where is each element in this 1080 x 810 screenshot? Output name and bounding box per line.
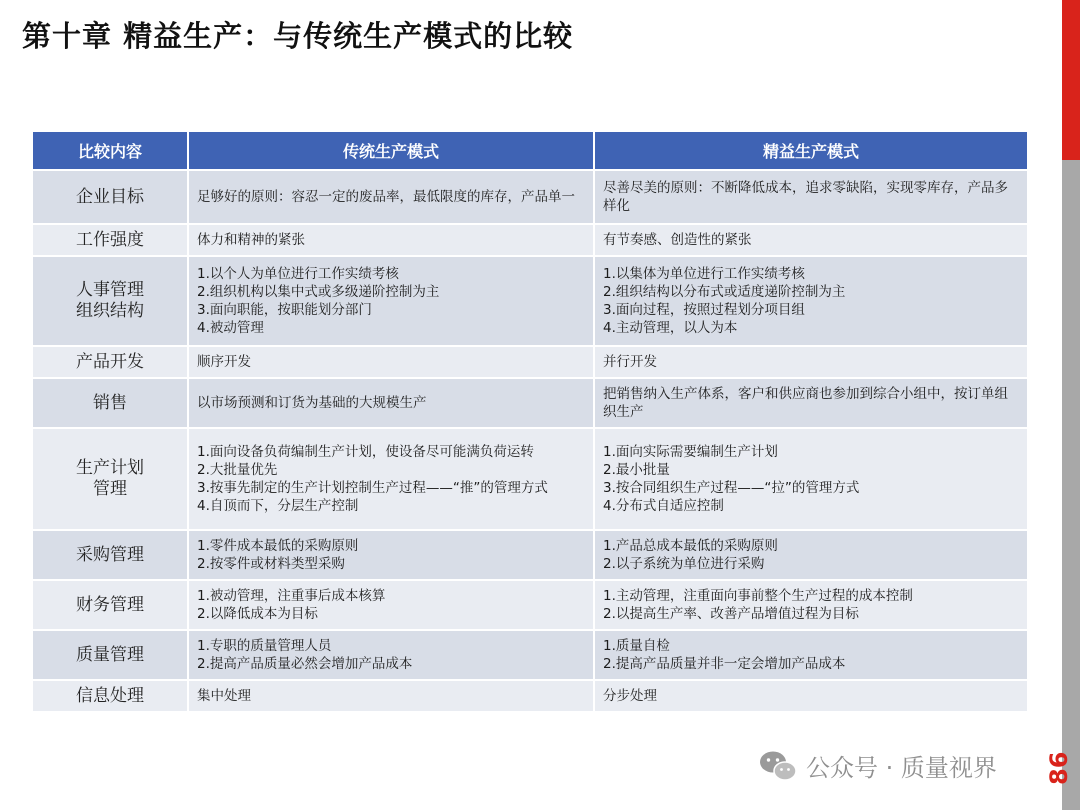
table-body xyxy=(33,171,1027,711)
row-lean-line: 并行开发 xyxy=(603,354,657,370)
row-lean-line: 2.以提高生产率、改善产品增值过程为目标 xyxy=(603,606,859,622)
row-lean-line: 1.主动管理，注重面向事前整个生产过程的成本控制 xyxy=(603,588,913,604)
row-traditional-line: 2.以降低成本为目标 xyxy=(197,606,318,622)
table-header-row xyxy=(33,132,1027,169)
row-category-line: 组织结构 xyxy=(76,301,144,321)
row-traditional-line: 1.面向设备负荷编制生产计划，使设备尽可能满负荷运转 xyxy=(197,444,534,460)
row-traditional-line: 1.零件成本最低的采购原则 xyxy=(197,538,359,554)
row-traditional-line: 2.按零件或材料类型采购 xyxy=(197,556,345,572)
row-lean xyxy=(595,379,1027,427)
row-category-line: 企业目标 xyxy=(76,186,144,207)
table-row xyxy=(33,257,1027,345)
row-category-line: 管理 xyxy=(93,479,127,499)
row-traditional-line: 1.以个人为单位进行工作实绩考核 xyxy=(197,266,399,282)
comparison-table xyxy=(31,130,1029,713)
row-lean-line: 把销售纳入生产体系，客户和供应商也参加到综合小组中，按订单组织生产 xyxy=(603,386,1008,420)
row-lean-line: 有节奏感、创造性的紧张 xyxy=(603,232,752,248)
row-lean-line: 1.产品总成本最低的采购原则 xyxy=(603,538,778,554)
header-category: 比较内容 xyxy=(33,132,187,169)
row-traditional xyxy=(189,379,593,427)
row-lean-line: 尽善尽美的原则：不断降低成本，追求零缺陷，实现零库存，产品多样化 xyxy=(603,180,1008,214)
row-category-line: 生产计划 xyxy=(76,458,144,478)
row-traditional xyxy=(189,257,593,345)
row-lean-line: 1.以集体为单位进行工作实绩考核 xyxy=(603,266,805,282)
table-row xyxy=(33,581,1027,629)
row-lean-line: 1.面向实际需要编制生产计划 xyxy=(603,444,778,460)
row-category xyxy=(33,581,187,629)
row-traditional-line: 3.按事先制定的生产计划控制生产过程——“推”的管理方式 xyxy=(197,480,548,496)
table-row xyxy=(33,429,1027,529)
row-lean xyxy=(595,429,1027,529)
row-category-line: 质量管理 xyxy=(76,644,144,665)
row-traditional-line: 体力和精神的紧张 xyxy=(197,232,305,248)
row-lean xyxy=(595,681,1027,711)
row-lean xyxy=(595,347,1027,377)
row-lean-line: 4.分布式自适应控制 xyxy=(603,498,724,514)
header-lean: 精益生产模式 xyxy=(595,132,1027,169)
row-traditional-line: 集中处理 xyxy=(197,688,251,704)
row-category xyxy=(33,681,187,711)
row-lean-line: 2.提高产品质量并非一定会增加产品成本 xyxy=(603,656,846,672)
row-category-line: 财务管理 xyxy=(76,594,144,615)
row-lean xyxy=(595,631,1027,679)
row-lean-line: 2.组织结构以分布式或适度递阶控制为主 xyxy=(603,284,846,300)
row-traditional xyxy=(189,171,593,223)
row-lean-line: 4.主动管理，以人为本 xyxy=(603,320,738,336)
watermark xyxy=(758,748,997,783)
row-category-line: 采购管理 xyxy=(76,544,144,565)
row-traditional-line: 1.被动管理，注重事后成本核算 xyxy=(197,588,386,604)
row-category xyxy=(33,347,187,377)
row-lean-line: 1.质量自检 xyxy=(603,638,670,654)
row-traditional xyxy=(189,429,593,529)
row-lean-line: 3.面向过程，按照过程划分项目组 xyxy=(603,302,805,318)
row-traditional xyxy=(189,531,593,579)
row-traditional-line: 顺序开发 xyxy=(197,354,251,370)
row-category xyxy=(33,257,187,345)
table-row xyxy=(33,379,1027,427)
row-traditional-line: 2.组织机构以集中式或多级递阶控制为主 xyxy=(197,284,440,300)
row-traditional-line: 4.自顶而下，分层生产控制 xyxy=(197,498,359,514)
row-lean xyxy=(595,225,1027,255)
row-traditional-line: 3.面向职能，按职能划分部门 xyxy=(197,302,372,318)
row-category-line: 人事管理 xyxy=(76,280,144,300)
header-traditional: 传统生产模式 xyxy=(189,132,593,169)
row-traditional xyxy=(189,681,593,711)
table-row xyxy=(33,631,1027,679)
table-row xyxy=(33,531,1027,579)
table-row xyxy=(33,681,1027,711)
row-category-line: 产品开发 xyxy=(76,351,144,372)
row-traditional-line: 1.专职的质量管理人员 xyxy=(197,638,332,654)
row-traditional-line: 4.被动管理 xyxy=(197,320,264,336)
row-category xyxy=(33,225,187,255)
row-category-line: 销售 xyxy=(93,392,127,413)
row-traditional xyxy=(189,225,593,255)
row-category-line: 信息处理 xyxy=(76,685,144,706)
row-category xyxy=(33,429,187,529)
row-lean xyxy=(595,257,1027,345)
page-number: 86 xyxy=(1045,751,1073,785)
accent-bar-gray xyxy=(1062,160,1080,810)
row-traditional-line: 2.大批量优先 xyxy=(197,462,278,478)
wechat-icon xyxy=(758,749,798,783)
slide-title: 第十章 精益生产：与传统生产模式的比较 xyxy=(22,19,574,53)
row-lean-line: 2.以子系统为单位进行采购 xyxy=(603,556,765,572)
row-traditional-line: 以市场预测和订货为基础的大规模生产 xyxy=(197,395,427,411)
table-row xyxy=(33,347,1027,377)
table-row xyxy=(33,225,1027,255)
row-category xyxy=(33,631,187,679)
row-lean xyxy=(595,581,1027,629)
table-row xyxy=(33,171,1027,223)
row-lean-line: 3.按合同组织生产过程——“拉”的管理方式 xyxy=(603,480,860,496)
watermark-text: 公众号 · 质量视界 xyxy=(806,754,997,782)
row-lean-line: 2.最小批量 xyxy=(603,462,670,478)
row-lean-line: 分步处理 xyxy=(603,688,657,704)
row-category xyxy=(33,379,187,427)
row-category xyxy=(33,531,187,579)
row-traditional xyxy=(189,631,593,679)
row-category xyxy=(33,171,187,223)
row-category-line: 工作强度 xyxy=(76,229,144,250)
row-lean xyxy=(595,531,1027,579)
row-traditional-line: 足够好的原则：容忍一定的废品率，最低限度的库存，产品单一 xyxy=(197,189,575,205)
row-lean xyxy=(595,171,1027,223)
row-traditional-line: 2.提高产品质量必然会增加产品成本 xyxy=(197,656,413,672)
row-traditional xyxy=(189,581,593,629)
row-traditional xyxy=(189,347,593,377)
accent-bar-red xyxy=(1062,0,1080,160)
